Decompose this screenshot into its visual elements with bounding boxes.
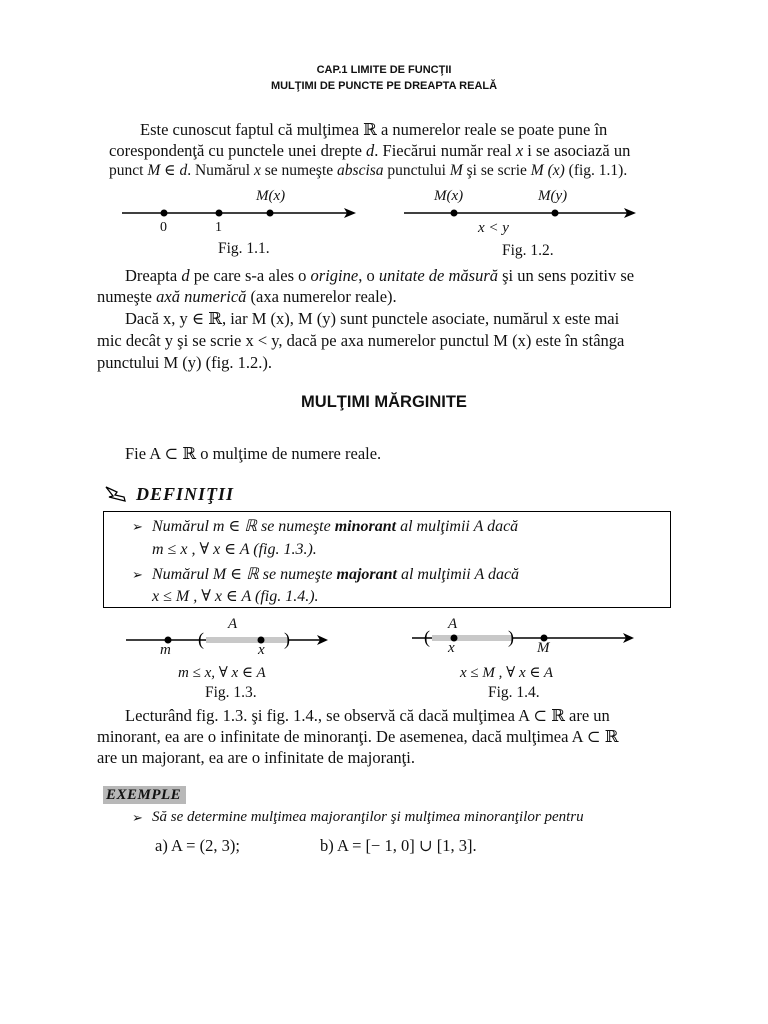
- label-m: m: [160, 642, 171, 658]
- interval-open-paren: (: [424, 627, 430, 647]
- arrowhead-bullet-icon: ➢: [132, 810, 143, 825]
- label-x: x: [258, 642, 265, 658]
- figure-caption-1-1: Fig. 1.1.: [218, 240, 270, 257]
- intro-var: x: [253, 162, 261, 179]
- figure-1-2-number-line: [402, 200, 642, 240]
- interval-close-paren: ): [508, 627, 514, 647]
- intro-text: i se asociază un: [523, 141, 631, 160]
- para-text: Dreapta: [125, 266, 182, 285]
- intro-text: (fig. 1.1).: [564, 162, 628, 179]
- intro-text: se numeşte: [260, 162, 338, 179]
- definition-minorant: [152, 517, 662, 536]
- intro-var: M (x): [530, 162, 565, 179]
- intro-text: . Fiecărui număr real: [374, 141, 516, 160]
- intro-text: corespondenţă cu punctele unei drepte: [109, 141, 367, 160]
- example-a: a) A = (2, 3);: [155, 836, 240, 855]
- lecture-line-3: are un majorant, ea are o infinitate de majoranţi.: [97, 748, 415, 767]
- figure-1-4-number-line: [410, 628, 640, 654]
- pointing-hand-icon: [103, 484, 129, 504]
- point-one: [216, 210, 223, 217]
- intro-term: abscisa: [337, 162, 384, 179]
- label-zero: 0: [160, 220, 167, 235]
- para-var: d: [181, 266, 190, 285]
- label-M: M: [537, 640, 550, 656]
- para-term: unitate de măsură: [378, 266, 498, 285]
- definitions-title: DEFINIŢII: [136, 484, 235, 504]
- definition-majorant-condition: x ≤ M , ∀ x ∈ A (fig. 1.4.).: [152, 588, 319, 605]
- label-one: 1: [215, 220, 222, 235]
- arrowhead-bullet-icon: ➢: [132, 519, 143, 534]
- def-term: minorant: [334, 518, 397, 535]
- relation-m-leq-x: m ≤ x, ∀ x ∈ A: [178, 665, 266, 681]
- set-A-interval: [206, 637, 288, 643]
- section-subtitle: MULŢIMI DE PUNCTE PE DREAPTA REALĂ: [270, 80, 498, 92]
- set-intro: Fie A ⊂ ℝ o mulţime de numere reale.: [125, 444, 382, 463]
- definition-majorant: [152, 565, 662, 584]
- def-text: Numărul M ∈ ℝ se numeşte: [152, 566, 337, 583]
- para-text: şi un sens pozitiv se: [498, 266, 635, 285]
- point-zero: [161, 210, 168, 217]
- set-A-interval: [432, 635, 512, 641]
- relation-x-less-y: x < y: [478, 220, 509, 236]
- label-Mx: M(x): [256, 188, 286, 204]
- axis-definition-line-1: [125, 265, 685, 286]
- label-A: A: [448, 616, 458, 632]
- intro-line-3: [109, 160, 689, 181]
- chapter-title: CAP.1 LIMITE DE FUNCŢII: [316, 64, 452, 76]
- figure-1-1-number-line: [120, 200, 360, 240]
- examples-task: Să se determine mulţimea majoranţilor şi mulţimea minoranţilor pentru: [152, 809, 584, 825]
- def-text: al mulţimii A dacă: [396, 518, 519, 535]
- example-b: b) A = [− 1, 0] ∪ [1, 3].: [320, 836, 477, 855]
- intro-text: . Numărul: [187, 162, 254, 179]
- lecture-line-1: Lecturând fig. 1.3. şi fig. 1.4., se observă că dacă mulţimea A ⊂ ℝ are un: [125, 706, 610, 725]
- para-term: origine: [310, 266, 359, 285]
- point-Mx: [267, 210, 274, 217]
- lecture-line-2: minorant, ea are o infinitate de minoranţi. De asemenea, dacă mulţimea A ⊂ ℝ: [97, 727, 619, 746]
- interval-open-paren: (: [198, 629, 204, 649]
- para-term: axă numerică: [156, 287, 247, 306]
- order-line-1: Dacă x, y ∈ ℝ, iar M (x), M (y) sunt punctele asociate, numărul x este mai: [125, 309, 620, 328]
- para-text: pe care s-a ales o: [189, 266, 311, 285]
- label-A: A: [228, 616, 238, 632]
- examples-tag: EXEMPLE: [103, 786, 186, 804]
- def-text: Numărul m ∈ ℝ se numeşte: [152, 518, 335, 535]
- label-My: M(y): [538, 188, 568, 204]
- intro-var: M: [449, 162, 463, 179]
- point-My: [552, 210, 559, 217]
- intro-var: M ∈ d: [147, 162, 188, 179]
- label-x: x: [448, 640, 455, 656]
- intro-text: şi se scrie: [462, 162, 531, 179]
- section-heading: MULŢIMI MĂRGINITE: [301, 393, 467, 411]
- figure-caption-1-4: Fig. 1.4.: [488, 684, 540, 701]
- para-text: (axa numerelor reale).: [246, 287, 397, 306]
- arrowhead-bullet-icon: ➢: [132, 567, 143, 582]
- relation-x-leq-M: x ≤ M , ∀ x ∈ A: [460, 665, 554, 681]
- intro-var: x: [515, 141, 524, 160]
- figure-caption-1-2: Fig. 1.2.: [502, 242, 554, 259]
- def-term: majorant: [336, 566, 397, 583]
- axis-definition-line-2: [97, 286, 677, 307]
- interval-close-paren: ): [284, 629, 290, 649]
- definition-minorant-condition: m ≤ x , ∀ x ∈ A (fig. 1.3.).: [152, 541, 317, 558]
- order-line-2: mic decât y şi se scrie x < y, dacă pe axa numerelor punctul M (x) este în stânga: [97, 331, 625, 350]
- label-Mx: M(x): [434, 188, 464, 204]
- para-text: numeşte: [97, 287, 157, 306]
- point-Mx: [451, 210, 458, 217]
- para-text: , o: [358, 266, 379, 285]
- intro-line-2: [109, 140, 689, 161]
- intro-text: punct: [109, 162, 148, 179]
- figure-caption-1-3: Fig. 1.3.: [205, 684, 257, 701]
- intro-var: d: [366, 141, 375, 160]
- intro-text: punctului: [383, 162, 450, 179]
- intro-line-1: Este cunoscut faptul că mulţimea ℝ a numerelor reale se poate pune în: [140, 120, 608, 139]
- order-line-3: punctului M (y) (fig. 1.2.).: [97, 353, 273, 372]
- def-text: al mulţimii A dacă: [396, 566, 520, 583]
